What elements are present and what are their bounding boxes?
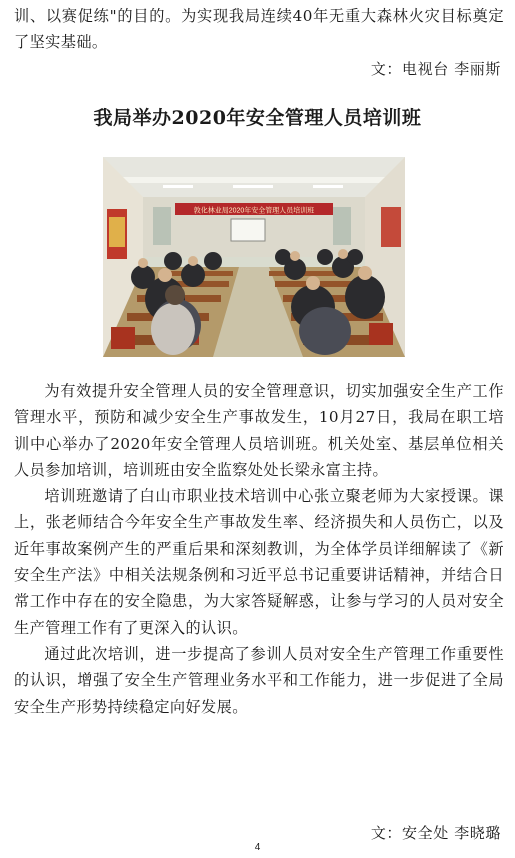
article-credit: 文：安全处 李晓璐: [370, 824, 501, 842]
training-photo: [103, 157, 405, 357]
article-paragraph: 为有效提升安全管理人员的安全管理意识，切实加强安全生产工作管理水平，预防和减少安全生产事故发生，10月27日，我局在职工培训中心举办了2020年安全管理人员培训班。机关处室、基层单位相关人员参加培训，培训班由安全监察处处长梁永富主持。: [14, 382, 504, 479]
banner-text: 敦化林业局2020年安全管理人员培训班: [193, 207, 315, 215]
article-body: [14, 378, 504, 720]
intro-paragraph: 训、以赛促练"的目的。为实现我局连续40年无重大森林火灾目标奠定了坚实基础。: [14, 7, 504, 51]
article-paragraph: 通过此次培训，进一步提高了参训人员对安全生产管理工作重要性的认识，增强了安全生产管理业务水平和工作能力，进一步促进了全局安全生产形势持续稳定向好发展。: [14, 644, 504, 716]
article-paragraph: 培训班邀请了白山市职业技术培训中心张立聚老师为大家授课。课上，张老师结合今年安全生产事故发生率、经济损失和人员伤亡，以及近年事故案例产生的严重后果和深刻教训，为全体学员详细解读了《新安全生产法》中相关法规条例和习近平总书记重要讲话精神，并结合日常工作中存在的安全隐患，为大家答疑解惑，让参与学习的人员对安全生产管理工作有了更深入的认识。: [14, 487, 504, 637]
article-title: 我局举办2020年安全管理人员培训班: [93, 107, 422, 129]
page-number: 4: [254, 842, 261, 853]
intro-credit: 文：电视台 李丽斯: [370, 60, 501, 78]
